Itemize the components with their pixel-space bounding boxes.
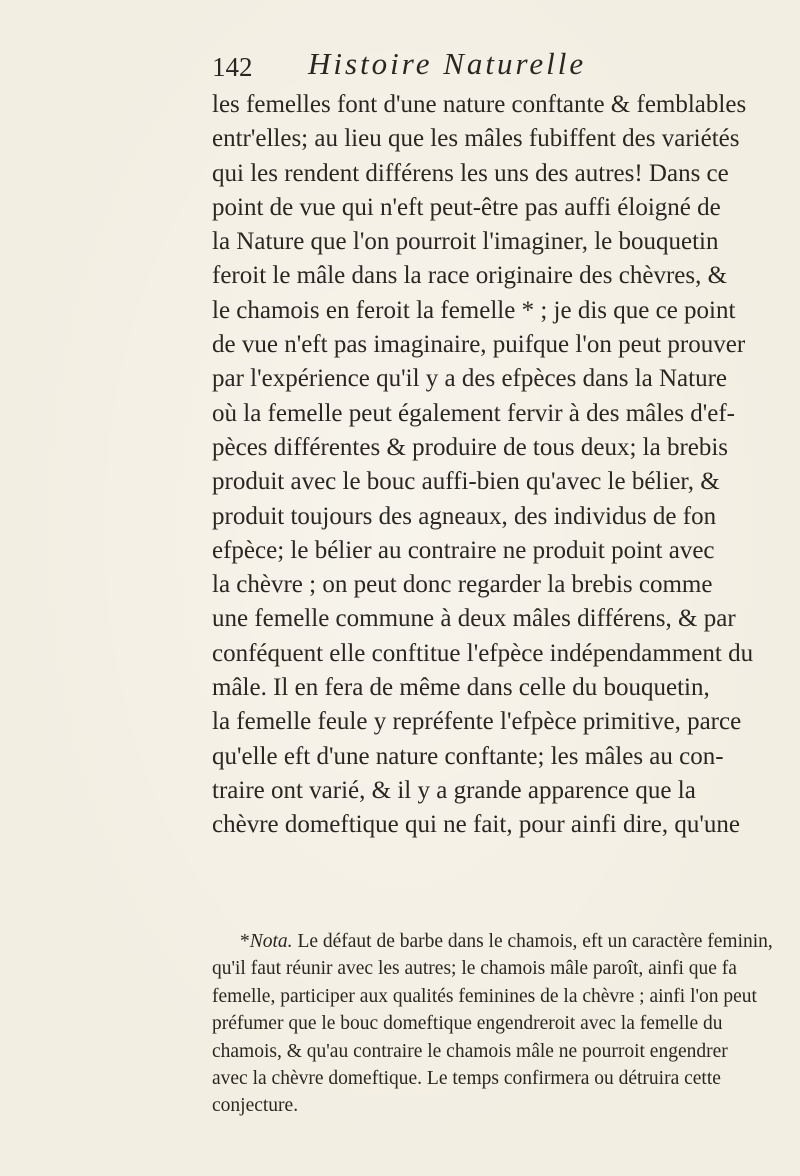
running-title: Histoire Naturelle xyxy=(308,46,587,81)
page-number: 142 xyxy=(212,52,253,82)
text-line: où la femelle peut également fervir à des mâles d'ef- xyxy=(212,399,736,427)
body-text xyxy=(212,88,754,843)
text-line: qui les rendent différens les uns des autres! Dans ce xyxy=(212,159,729,187)
running-head xyxy=(212,46,672,86)
text-line: mâle. Il en fera de même dans celle du bouquetin, xyxy=(212,674,710,702)
text-line: pèces différentes & produire de tous deux; la brebis xyxy=(212,433,729,461)
footnote-line: avec la chèvre domeftique. Le temps confirmera ou détruira cette xyxy=(212,1067,721,1089)
footnote-line: qu'il faut réunir avec les autres; le chamois mâle paroît, ainfi que fa xyxy=(212,958,737,980)
text-line: une femelle commune à deux mâles différens, & par xyxy=(212,605,736,633)
text-line: conféquent elle conftitue l'efpèce indépendamment du xyxy=(212,639,754,667)
footnote-text: Le défaut de barbe dans le chamois, eft un caractère feminin, xyxy=(297,931,773,952)
text-line: chèvre domeftique qui ne fait, pour ainfi dire, qu'une xyxy=(212,811,740,839)
text-line: traire ont varié, & il y a grande apparence que la xyxy=(212,776,696,804)
text-line: produit avec le bouc auffi-bien qu'avec le bélier, & xyxy=(212,468,720,496)
text-line: la chèvre ; on peut donc regarder la brebis comme xyxy=(212,571,713,599)
footnote-line: femelle, participer aux qualités feminines de la chèvre ; ainfi l'on peut xyxy=(212,985,757,1007)
text-line: qu'elle eft d'une nature conftante; les mâles au con- xyxy=(212,742,724,770)
footnote-label: Nota. xyxy=(249,931,293,952)
footnote-line xyxy=(212,928,773,955)
text-line: le chamois en feroit la femelle * ; je dis que ce point xyxy=(212,296,736,324)
text-line: produit toujours des agneaux, des individus de fon xyxy=(212,502,717,530)
footnote-line: préfumer que le bouc domeftique engendreroit avec la femelle du xyxy=(212,1013,723,1035)
text-line: les femelles font d'une nature conftante & femblables xyxy=(212,91,747,118)
text-line: la Nature que l'on pourroit l'imaginer, le bouquetin xyxy=(212,228,719,256)
footnote-line: conjecture. xyxy=(212,1095,299,1117)
text-line: de vue n'eft pas imaginaire, puifque l'on peut prouver xyxy=(212,331,746,359)
footnote-marker: * xyxy=(240,931,250,952)
text-line: efpèce; le bélier au contraire ne produit point avec xyxy=(212,536,715,564)
text-line: la femelle feule y repréfente l'efpèce primitive, parce xyxy=(212,708,742,736)
text-line: point de vue qui n'eft peut-être pas auffi éloigné de xyxy=(212,193,721,221)
text-line: feroit le mâle dans la race originaire des chèvres, & xyxy=(212,262,728,290)
footnote-line: chamois, & qu'au contraire le chamois mâle ne pourroit engendrer xyxy=(212,1040,728,1062)
footnote xyxy=(212,928,773,1120)
text-line: entr'elles; au lieu que les mâles fubiffent des variétés xyxy=(212,125,740,153)
text-line: par l'expérience qu'il y a des efpèces dans la Nature xyxy=(212,365,728,393)
